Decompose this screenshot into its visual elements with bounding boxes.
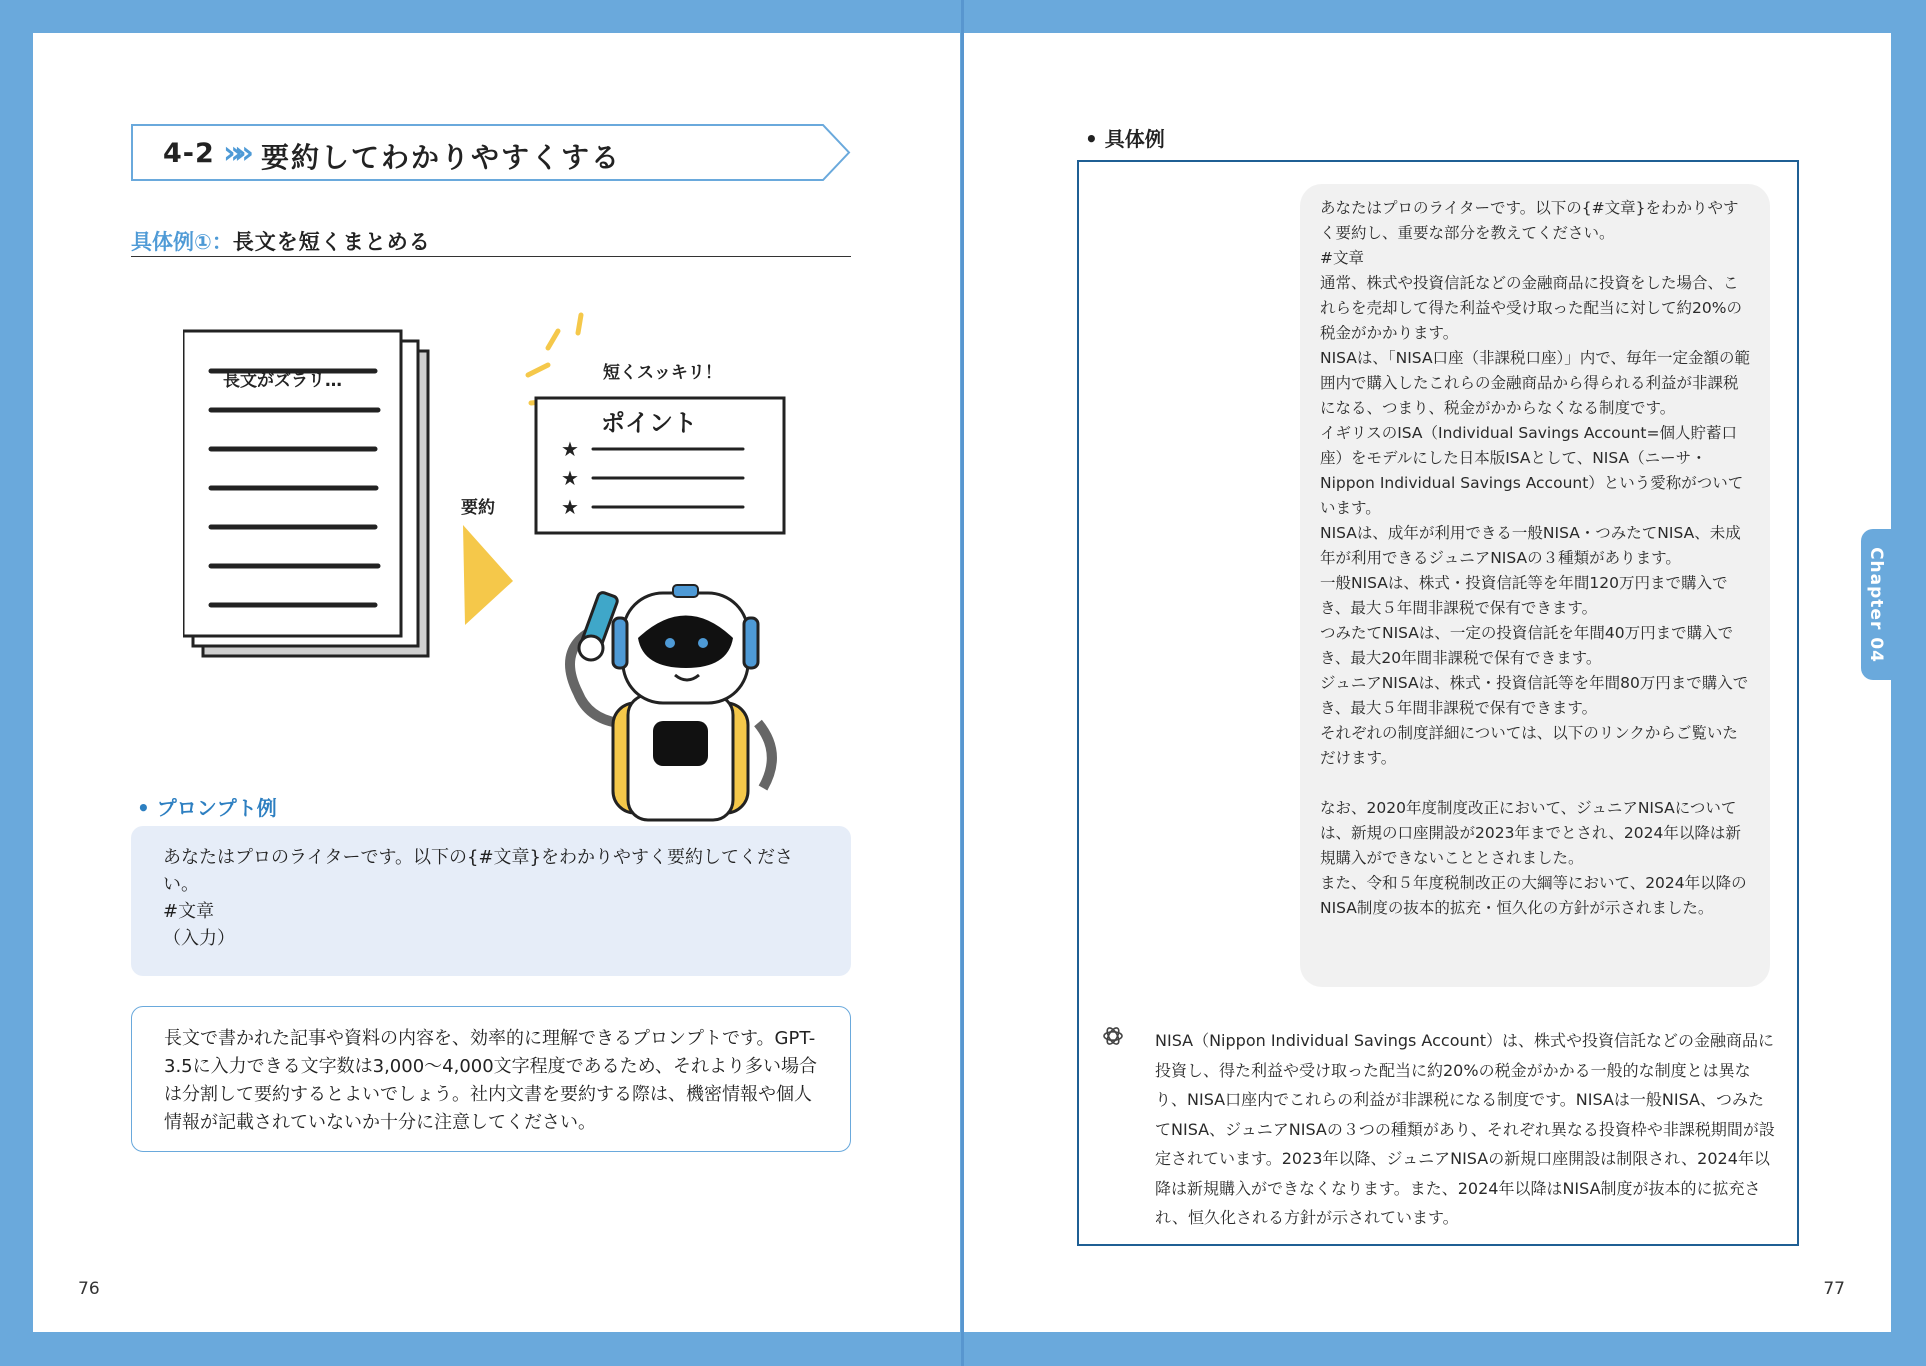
illustration-label-short: 短くスッキリ！ bbox=[603, 363, 722, 383]
chat-screenshot-frame bbox=[1077, 160, 1799, 1246]
section-number: 4-2 bbox=[163, 138, 215, 169]
svg-text:★: ★ bbox=[561, 495, 579, 519]
prompt-example-text: あなたはプロのライターです。以下の{#文章}をわかりやすく要約してください。 #文章 （入力） bbox=[163, 847, 794, 949]
chapter-tab-label: Chapter 04 bbox=[1866, 546, 1886, 663]
note-text: 長文で書かれた記事や資料の内容を、効率的に理解できるプロンプトです。GPT-3.5に入力できる文字数は3,000〜4,000文字程度であるため、それより多い場合は分割して要約するとよいでしょう。社内文書を要約する際は、機密情報や個人情報が記載されていないか十分に注意してください。 bbox=[164, 1028, 817, 1133]
prompt-heading: • プロンプト例 bbox=[137, 796, 277, 820]
right-page bbox=[964, 33, 1891, 1332]
note-box bbox=[131, 1006, 851, 1152]
section-chevron-icon: »» bbox=[223, 135, 246, 171]
chapter-tab bbox=[1861, 529, 1891, 680]
example-heading-right: • 具体例 bbox=[1085, 127, 1165, 151]
assistant-message-text: NISA（Nippon Individual Savings Account）は、株式や投資信託などの金融商品に投資し、得た利益や受け取った配当に約20%の税金がかかる一般的な制度とは異なり、NISA口座内でこれらの利益が非課税になる制度です。NISAは一般NISA、つみたてNISA、ジュニアNISAの３つの種類があり、それぞれ異なる投資枠や非課税期間が設定されています。2023年以降、ジュニアNISAの新規口座開設は制限され、2024年以降は新規購入ができなくなります。また、2024年以降はNISA制度が抜本的に拡充され、恒久化される方針が示されています。 bbox=[1155, 1031, 1775, 1227]
example-heading bbox=[131, 226, 851, 257]
openai-logo-icon bbox=[1101, 1024, 1125, 1048]
section-title: 要約してわかりやすくする bbox=[261, 141, 622, 174]
page-number-right: 77 bbox=[1823, 1279, 1845, 1299]
robot-illustration bbox=[570, 585, 772, 820]
illustration-label-summary: 要約 bbox=[461, 498, 495, 518]
prompt-example-box bbox=[131, 826, 851, 976]
svg-text:★: ★ bbox=[561, 466, 579, 490]
svg-text:★: ★ bbox=[561, 437, 579, 461]
user-message-bubble bbox=[1300, 184, 1770, 987]
illustration-label-long: 長文がズラリ… bbox=[223, 371, 342, 391]
page-number-left: 76 bbox=[78, 1279, 100, 1299]
assistant-message bbox=[1155, 1026, 1775, 1233]
example-title: 長文を短くまとめる bbox=[232, 230, 431, 254]
example-label: 具体例①： bbox=[131, 230, 233, 254]
illustration-label-point: ポイント bbox=[601, 409, 697, 437]
summary-illustration bbox=[183, 303, 823, 823]
section-heading bbox=[131, 124, 851, 181]
user-message-text: あなたはプロのライターです。以下の{#文章}をわかりやすく要約し、重要な部分を教えてください。 #文章 通常、株式や投資信託などの金融商品に投資をした場合、これらを売却して得た利益や受け取った配当に対して約20%の税金がかかります。 NISAは、「NISA口座（非課税口座）」内で、毎年一定金額の範囲内で購入したこれらの金融商品から得られる利益が非課税になる、つまり、税金がかからなくなる制度です。 イギリスのISA（Individual Savings Account=個人貯蓄口座）をモデルにした日本版ISAとして、NISA（ニーサ・Nippon Individual Savings Account）という愛称がついています。 NISAは、成年が利用できる一般NISA・つみたてNISA、未成年が利用できるジュニアNISAの３種類があります。 一般NISAは、株式・投資信託等を年間120万円まで購入でき、最大５年間非課税で保有できます。 つみたてNISAは、一定の投資信託を年間40万円まで購入でき、最大20年間非課税で保有できます。 ジュニアNISAは、株式・投資信託等を年間80万円まで購入でき、最大５年間非課税で保有できます。 それぞれの制度詳細については、以下のリンクからご覧いただけます。 なお、2020年度制度改正において、ジュニアNISAについては、新規の口座開設が2023年までとされ、2024年以降は新規購入ができないこととされました。 また、令和５年度税制改正の大綱等において、2024年以降のNISA制度の抜本的拡充・恒久化の方針が示されました。 bbox=[1320, 199, 1750, 917]
left-page bbox=[33, 33, 960, 1332]
